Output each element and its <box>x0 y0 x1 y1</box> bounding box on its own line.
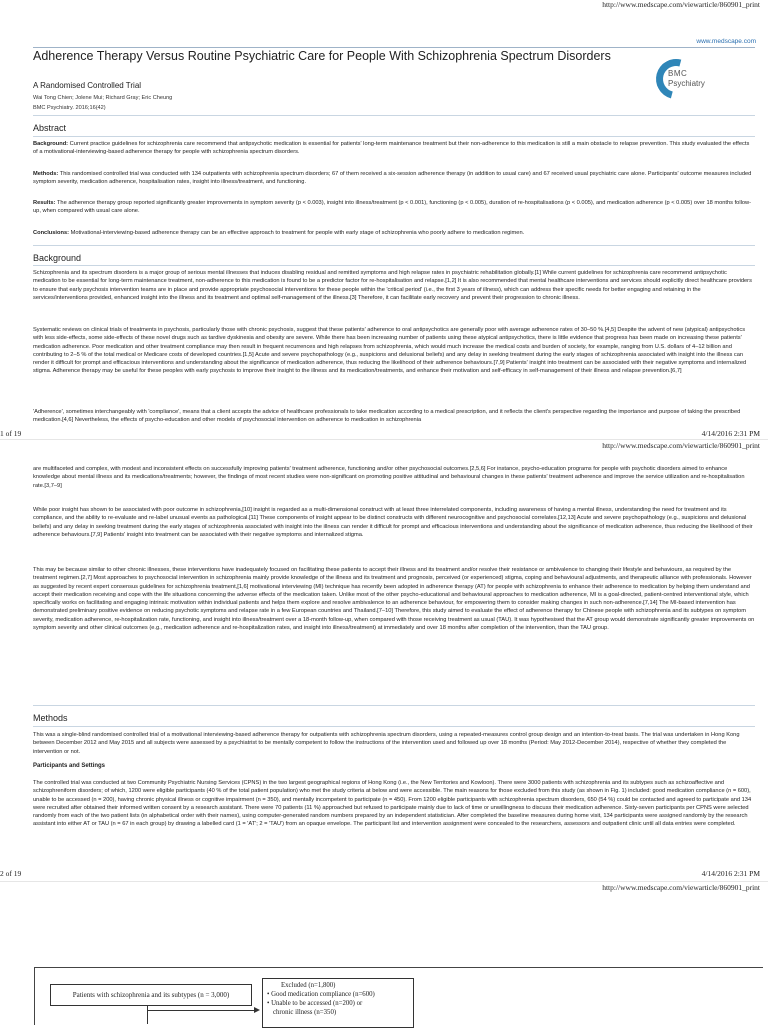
page-break <box>0 439 768 440</box>
arrow-icon <box>254 1007 260 1013</box>
abstract-background <box>33 140 755 157</box>
participants-paragraph: The controlled trial was conducted at two Community Psychiatric Nursing Services (CPNS) in the two largest geographical regions of Hong Kong (i.e., the New Territories and Kowloon). There were 3000 patients with schizophrenia and its subtypes such as schizoaffective and schizophreniform disorders; of which, 1200 were eligible participants (40 % of the total patient population) who met the study criteria at below and were accessible. The main reasons for those excluded from this study (as shown in Fig. 1) included: good medication compliance (n = 600), unable to be accessed (n = 200), having chronic physical illness or cognitive impairment (n = 350), and mentally incompetent to participate (n = 450). From 1200 eligible participants with schizophrenia spectrum disorders, 650 (54 %) could be contacted and agreed to participate and 134 were recruited after obtained their informed written consent by a research assistant. There were 70 patients (11 %) approached but refused to participate mainly due to lack of time or unwillingness to discuss their medication adherence. Sixty-seven participants per CPNS were selected randomly from each of the two patient lists (in alphabetical order with their names), using computer-generated random numbers prepared by an independent statistician. After completed the baseline measures during home visit, 134 participants were assigned randomly by the research assistant into either AT or TAU (n = 67 in each group) by drawing a labelled card (1 = 'AT'; 2 = 'TAU') from an opaque envelope. The participant list and intervention assignment were concealed to the researchers, assessors and outpatient clinic until all data entries were completed. <box>33 780 752 828</box>
page-number: 1 of 19 <box>0 429 22 438</box>
divider <box>33 265 755 266</box>
excluded-reason: • Unable to be accessed (n=200) or <box>267 1000 363 1007</box>
insight-paragraph: While poor insight has shown to be associated with poor outcome in schizophrenia,[10] insight is regarded as a multi-dimensional construct with at least three interrelated components, including awareness of having a mental illness, understanding the need for treatment and its compliance, and the ability to re-evaluate and re-label unusual events as pathological.[11] These components of insight appear to be distinct constructs with different neurocognitive and psychosocial correlates.[12,13] Acute and severe psychopathology (e.g., suspicions and delusional beliefs) and any delay in seeking treatment during the early stages of schizophrenia associated with insight into the illness can render it difficult for prompt and efficacious interventions and understanding about the significance of medication adherence, thus reducing the likelihood of their adherence behaviours.[7,9] Patients' insight into treatment can be associated with their negative symptoms and internalized stigma. <box>33 507 753 538</box>
label: Background: <box>33 141 69 147</box>
flow-connector <box>147 1005 148 1024</box>
text: Current practice guidelines for schizophrenia care recommend that antipsychotic medication is essential for patients' long-term maintenance treatment but their non-adherence to this medication is still a main obstacle to relapse prevention. This study evaluated the effects of a motivational-interviewing-based adherence therapy for people with schizophrenia spectrum disorders. <box>33 141 750 156</box>
logo-psychiatry-text: Psychiatry <box>668 79 705 88</box>
medscape-site-link[interactable]: www.medscape.com <box>696 38 756 45</box>
background-paragraph-2: Systematic reviews on clinical trials of treatments in psychosis, particularly those with chronic psychosis, suggest that these patients' adherence to oral antipsychotics are generally poor with average adherence rates of 30–50 %.[4,5] Despite the advent of new (atypical) antipsychotics with less side-effects, some side-effects of these novel drugs such as tardive dyskinesia and obesity are severe. While there has been increasing number of patients using these atypical antipsychotics, there is little evidence that progress has been made on increasing these patients' medication adherence. Poor medication and other treatment compliance may then result in frequent recurrences and high relapses from schizophrenia, which would much increase the medical costs and burden of society, for example, ranging from U.S. dollars of 4–12 billion and contributing to 2–5 % of the total medical or Medicare costs of developed countries.[1,5] Acute and severe psychopathology (e.g., suspicions and delusional beliefs) and any delay in seeking treatment during the early stages of schizophrenia associated with insight into the illness can render it difficult for prompt and efficacious interventions and understanding about the significance of medication adherence, thus reducing the likelihood of their adherence behaviours.[7,9] Patients' insight into treatment can be associated with their negative symptoms and internalized stigma. Adherence therapy may be useful for these peoples with early psychosis to improve their insight to the illness and its medication/treatments, and enhance their motivation and self-efficacy in self-management of their illness and relapse prevention.[6,7] <box>33 327 747 375</box>
label: Results: <box>33 200 56 206</box>
page-url[interactable]: http://www.medscape.com/viewarticle/860901_print <box>602 0 760 9</box>
background-paragraph-3: 'Adherence', sometimes interchangeably with 'compliance', means that a client accepts the advice of healthcare professionals to take medication according to a medical prescription, and it reflects the client's perspective regarding the importance and purpose of taking the prescribed medication.[4,6] Nevertheless, the effects of psycho-education and other models of psychosocial intervention on adherence to medication in schizophrenia <box>33 409 741 424</box>
divider <box>33 726 755 727</box>
page-number: 2 of 19 <box>0 869 22 878</box>
article-title: Adherence Therapy Versus Routine Psychiatric Care for People With Schizophrenia Spectrum Disorders <box>33 49 611 63</box>
excluded-title: Excluded (n=1,800) <box>281 982 336 989</box>
page-url[interactable]: http://www.medscape.com/viewarticle/860901_print <box>602 883 760 892</box>
divider <box>33 245 755 246</box>
patients-box: Patients with schizophrenia and its subtypes (n = 3,000) <box>50 984 252 1006</box>
participants-heading: Participants and Settings <box>33 763 106 769</box>
abstract-heading: Abstract <box>33 123 67 133</box>
print-timestamp: 4/14/2016 2:31 PM <box>701 429 760 438</box>
methods-heading: Methods <box>33 713 68 723</box>
label: Methods: <box>33 171 59 177</box>
article-authors: Wai Tong Chien; Jolene Mui; Richard Gray; Eric Cheung <box>33 95 173 101</box>
excluded-reason: • Good medication compliance (n=600) <box>267 991 375 998</box>
text: Motivational-interviewing-based adherence therapy can be an effective approach to treatment for people with early stage of schizophrenia who poorly adhere to medication regimen. <box>70 230 525 236</box>
abstract-results <box>33 199 755 216</box>
header-rule <box>33 47 755 48</box>
article-subtitle: A Randomised Controlled Trial <box>33 81 142 90</box>
divider <box>33 705 755 706</box>
methods-paragraph: This was a single-blind randomised controlled trial of a motivational interviewing-based adherence therapy for outpatients with schizophrenia spectrum disorders, using a repeated-measures control group design and an intention-to-treat basis. The trial was undertaken in Hong Kong between December 2012 and May 2015 and all subjects were assessed by a psychiatrist to be mentally competent to follow the instructions of the intervention used and followed up over 18 months (Period: May 2012-December 2014), respective of whether they completed the intervention or not. <box>33 732 740 755</box>
abstract-methods <box>33 170 755 187</box>
flow-connector <box>147 1010 257 1011</box>
label: Conclusions: <box>33 230 70 236</box>
abstract-conclusions <box>33 229 755 237</box>
background-heading: Background <box>33 253 82 263</box>
excluded-reason: chronic illness (n=350) <box>273 1009 337 1016</box>
divider <box>33 136 755 137</box>
text: The adherence therapy group reported significantly greater improvements in symptom severity (p < 0.003), insight into illness/treatment (p < 0.001), functioning (p < 0.005), duration of re-hospitalisations (p < 0.005), and medication adherence (p < 0.005) over 18 months follow-up, when compared with usual care alone. <box>33 200 752 215</box>
divider <box>33 115 755 116</box>
background-paragraph-1: Schizophrenia and its spectrum disorders is a major group of serious mental illnesses that induces disabling residual and remitted symptoms and high relapse rates in psychiatric rehabilitation globally.[1] While current guidelines for schizophrenia care recommend antipsychotic medication to be essential for long-term maintenance treatment, non-adherence to this medication is found to be a predictor factor for re-hospitalisation and relapse.[1,2] It is also recommended that mental healthcare interventions and services should explicitly direct healthcare providers to ensure that early psychosis intervention teams are in place and provide appropriate psychosocial interventions for these people within the 'critical period' (i.e., the first 3 years of illness), which can address their specific needs for better engaging and retaining in the services/interventions provided, enhanced insight into the illness and its treatment and optimal self-management of the illness.[3] Therefore, it can facilitate early recovery and prevent their progression to chronic illness. <box>33 270 752 301</box>
continued-paragraph: are multifaceted and complex, with modest and inconsistent effects on successfully improving patients' treatment adherence, functioning and/or other psychosocial outcomes.[2,5,6] For instance, psycho-education programs for people with psychotic disorders aimed to enhance knowledge about mental illness and its medications/treatments; however, the findings of most recent studies were non-significant on promoting positive attitudinal and behavioural changes in these patients' treatment adherence and improve the service utilization and re-hospitalisation rate.[3,7–9] <box>33 466 745 489</box>
print-timestamp: 4/14/2016 2:31 PM <box>701 869 760 878</box>
page-url[interactable]: http://www.medscape.com/viewarticle/860901_print <box>602 441 760 450</box>
excluded-box <box>262 978 414 1028</box>
logo-bmc-text: BMC <box>668 69 688 78</box>
intervention-paragraph: This may be because similar to other chronic illnesses, these interventions have inadequately focused on facilitating these patients to accept their illness and its treatment and/or resolve their resistance or ambivalence to changing their lifestyle and behaviours, as required by the treatment regimen.[2,7] Most approaches to psychosocial intervention in schizophrenia mainly provide knowledge of the illness and its treatment and prognosis, perceived (or experienced) stigma, coping and behavioural adjustments, and therapeutic alliance with professionals. However as suggested by recent expert consensus guidelines for schizophrenia treatment,[1,6] motivational interviewing (MI) technique has recently been adopted in adherence therapy (AT) for people with schizophrenia to enhance their adherence to medication by helping them understand and accept their medication receiving and cope with the life situations concerning the adverse effects of the medication taken. Unlike most of the other psycho-educational and behavioural approaches to medication adherence, MI is a goal-directed, patient-centred interventional style, which specifically works on facilitating and engaging intrinsic motivation within individual patients and helps them explore and resolve ambivalence to an adherence behaviour, for empowering them to consider making changes in such non-adherence.[7,14] The MI-based intervention has demonstrated preliminary positive evidence on reducing psychotic symptoms and relapse rate in a few European countries and Thailand.[7–10] Therefore, this study aimed to evaluate the effect of adherence therapy for Chinese people with schizophrenia and its subtypes on symptom severity, medication adherence, re-hospitalization rate, functioning, and insight into illness/treatment over a 18-month follow-up, when compared with those receiving treatment as usual (TAU). It was hypothesised that the AT group would demonstrate significantly greater improvements on symptom severity and other clinical outcomes (e.g., medication adherence and re-hospitalization rates, and insight into illness/treatment) at immediately and over 18 months after completion of the intervention, than the TAU group. <box>33 567 755 632</box>
article-citation: BMC Psychiatry. 2016;16(42) <box>33 105 106 111</box>
text: This randomised controlled trial was conducted with 134 outpatients with schizophrenia spectrum disorders; 67 of them received a six-session adherence therapy (in addition to usual care) and 67 received usual psychiatric care alone. Participants' outcome measures included symptom severity, medication adherence, hospitalisation rates, insight into illness/treatment, and functioning. <box>33 171 752 186</box>
page-break <box>0 881 768 882</box>
